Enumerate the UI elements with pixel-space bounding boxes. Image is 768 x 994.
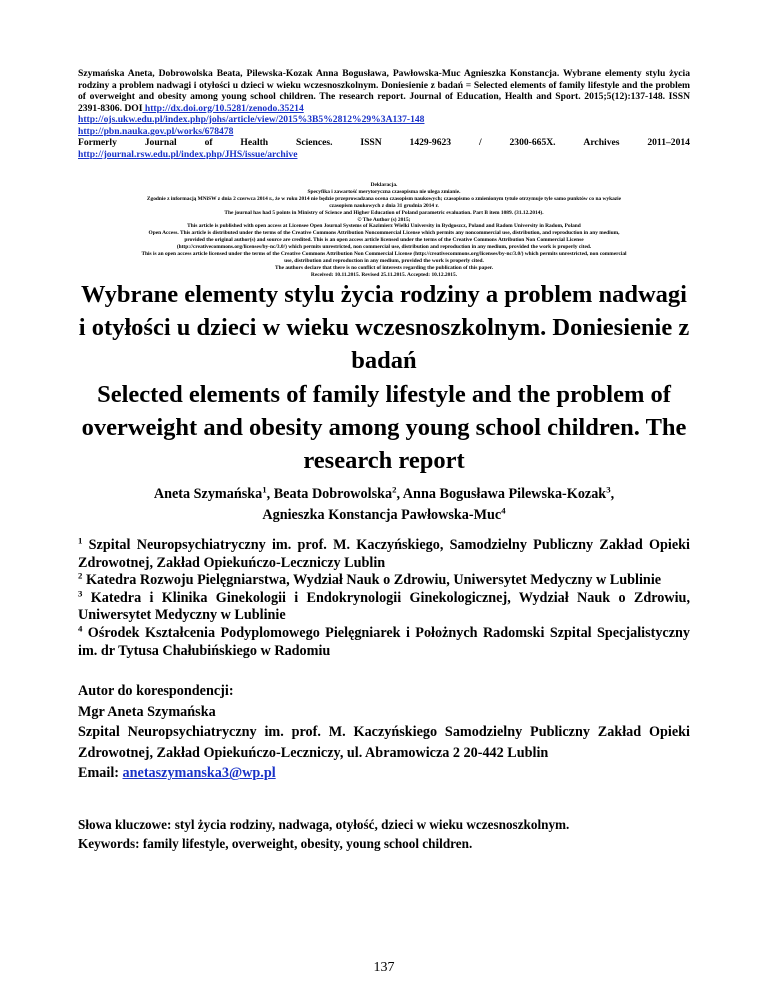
author-affiliation-mark: 1 <box>262 484 267 495</box>
formerly-line <box>78 137 690 149</box>
affiliation-text: Katedra i Klinika Ginekologii i Endokrynologii Ginekologicznej, Wydział Nauk o Zdrowiu, Uniwersytet Medyczny w Lublinie <box>78 589 690 624</box>
formerly-word: / <box>478 137 482 148</box>
correspondence-name: Mgr Aneta Szymańska <box>78 703 216 720</box>
page-number: 137 <box>373 960 395 975</box>
title-line: i otyłości u dzieci w wieku wczesnoszkolnym. Doniesienie z <box>78 314 690 342</box>
affiliation-number: 2 <box>78 570 83 581</box>
title-english <box>70 378 698 477</box>
citation-text: Szymańska Aneta, Dobrowolska Beata, Pilewska-Kozak Anna Bogusława, Pawłowska-Muc Agnieszka Konstancja. Wybrane elementy stylu życia rodziny a problem nadwagi i otyłości u dzieci w wieku wczesnoszkolnym. Doniesienie z badań = Selected elements of family lifestyle and the problem of overweight and obesity among young school children. The research report. Journal of Education, Health and Sport. 2015;5(12):137-148. ISSN 2391-8306. DOI <box>78 68 690 114</box>
author-list <box>78 484 690 525</box>
correspondence-address: Szpital Neuropsychiatryczny im. prof. M. Kaczyńskiego Samodzielny Publiczny Zakład Opieki Zdrowotnej, Zakład Opiekuńczo-Leczniczy, ul. Abramowicza 2 20-442 Lublin <box>78 724 690 761</box>
affiliation-item <box>78 572 690 590</box>
title-line: Wybrane elementy stylu życia rodziny a problem nadwagi <box>81 281 687 308</box>
declaration-line: czasopism naukowych z dnia 31 grudnia 2014 r. <box>329 202 439 209</box>
author-affiliation-mark: 4 <box>501 504 506 515</box>
formerly-word: Journal <box>144 137 177 148</box>
author-name: , Beata Dobrowolska <box>266 486 393 502</box>
declaration-line: © The Author (s) 2015; <box>357 216 411 223</box>
author-separator: , <box>610 486 615 502</box>
formerly-word: ISSN <box>360 137 382 148</box>
author-name: , Anna Bogusława Pilewska-Kozak <box>396 486 607 502</box>
declaration-line: Open Access. This article is distributed under the terms of the Creative Commons Attribution Noncommercial License which permits any noncommercial use, distribution, and reproduction in any medium, <box>148 230 620 237</box>
formerly-word: Sciences. <box>295 137 333 148</box>
affiliation-text: Katedra Rozwoju Pielęgniarstwa, Wydział Nauk o Zdrowiu, Uniwersytet Medyczny w Lublinie <box>82 572 662 589</box>
declaration-line: Deklaracja. <box>370 182 398 188</box>
formerly-word: Health <box>240 137 269 148</box>
keywords-polish: Słowa kluczowe: styl życia rodziny, nadwaga, otyłość, dzieci w wieku wczesnoszkolnym. <box>78 817 570 832</box>
title-line: overweight and obesity among young school children. The <box>81 414 687 442</box>
formerly-word: 2300-665X. <box>509 137 556 148</box>
doi-link[interactable]: http://dx.doi.org/10.5281/zenodo.35214 <box>142 102 304 114</box>
declaration-block <box>8 182 760 279</box>
affiliation-item <box>78 625 690 660</box>
affiliation-item <box>78 590 690 625</box>
declaration-line: Specyfika i zawartość merytoryczna czasopisma nie ulega zmianie. <box>307 188 461 195</box>
title-line: Selected elements of family lifestyle and the problem of <box>97 381 671 408</box>
author-line <box>78 484 690 505</box>
correspondence-email-line <box>78 763 690 784</box>
author-line <box>78 505 690 526</box>
affiliation-number: 1 <box>78 535 83 546</box>
ojs-article-link[interactable]: http://ojs.ukw.edu.pl/index.php/johs/article/view/2015%3B5%2812%29%3A137-148 <box>78 114 425 125</box>
title-line: research report <box>303 447 465 475</box>
declaration-line: provided the original author(s) and source are credited. This is an open access article licensed under the terms of the Creative Commons Attribution Non Commercial License <box>184 237 584 244</box>
affiliation-item <box>78 537 690 572</box>
email-label: Email: <box>78 765 123 782</box>
declaration-line: Received: 10.11.2015. Revised 25.11.2015. Accepted: 10.12.2015. <box>310 271 458 278</box>
author-name: Agnieszka Konstancja Pawłowska-Muc <box>262 506 502 523</box>
declaration-line: This article is published with open access at Licensee Open Journal Systems of Kazimierz Wielki University in Bydgoszcz, Poland and Radom University in Radom, Poland <box>187 223 581 230</box>
affiliation-text: Ośrodek Kształcenia Podyplomowego Pielęgniarek i Położnych Radomski Szpital Specjalistyczny im. dr Tytusa Chałubińskiego w Radomiu <box>78 625 690 659</box>
declaration-line: The journal has had 5 points in Ministry of Science and Higher Education of Poland parametric evaluation. Part B item 1089. (31.12.2014). <box>224 209 544 216</box>
keywords-english: Keywords: family lifestyle, overweight, obesity, young school children. <box>78 836 473 852</box>
affiliation-number: 3 <box>78 588 83 599</box>
correspondence-block <box>78 681 690 784</box>
author-name: Aneta Szymańska <box>153 486 263 502</box>
keywords-block <box>78 815 690 853</box>
title-polish <box>70 278 698 377</box>
declaration-line: This is an open access article licensed under the terms of the Creative Commons Attribution Non Commercial License (http://creativecommons.org/licenses/by-nc/3.0/) which permits unrestricted, non commercial <box>141 251 627 258</box>
pbn-works-link[interactable]: http://pbn.nauka.gov.pl/works/678478 <box>78 125 234 137</box>
declaration-line: The authors declare that there is no conflict of interests regarding the publication of this paper. <box>274 264 494 271</box>
formerly-word: Archives <box>583 137 620 148</box>
email-link[interactable]: anetaszymanska3@wp.pl <box>122 765 276 782</box>
citation-block <box>78 68 690 160</box>
declaration-line: use, distribution and reproduction in any medium, provided the work is properly cited. <box>284 257 484 264</box>
author-affiliation-mark: 3 <box>606 484 611 495</box>
formerly-word: of <box>204 137 213 148</box>
correspondence-heading: Autor do korespondencji: <box>78 683 234 699</box>
affiliation-text: Szpital Neuropsychiatryczny im. prof. M. Kaczyńskiego, Samodzielny Publiczny Zakład Opieki Zdrowotnej, Zakład Opiekuńczo-Leczniczy Lublin <box>78 537 690 571</box>
declaration-line: (http://creativecommons.org/licenses/by-nc/3.0/) which permits unrestricted, non commercial use, distribution and reproduction in any medium, provided the work is properly cited. <box>176 244 592 251</box>
affiliations <box>78 537 690 660</box>
jhs-archive-link[interactable]: http://journal.rsw.edu.pl/index.php/JHS/issue/archive <box>78 148 298 160</box>
formerly-word: Formerly <box>78 137 117 148</box>
formerly-word: 1429-9623 <box>409 137 452 148</box>
formerly-word: 2011–2014 <box>647 137 690 148</box>
title-line: badań <box>351 347 417 375</box>
affiliation-number: 4 <box>78 623 83 634</box>
declaration-line: Zgodnie z informacją MNiSW z dnia 2 czerwca 2014 r., że w roku 2014 nie będzie przeprowadzana ocena czasopism naukowych; czasopismo o zmienionym tytule otrzymuje tyle samo punktów co na wykazie <box>146 195 622 202</box>
author-affiliation-mark: 2 <box>392 484 397 495</box>
